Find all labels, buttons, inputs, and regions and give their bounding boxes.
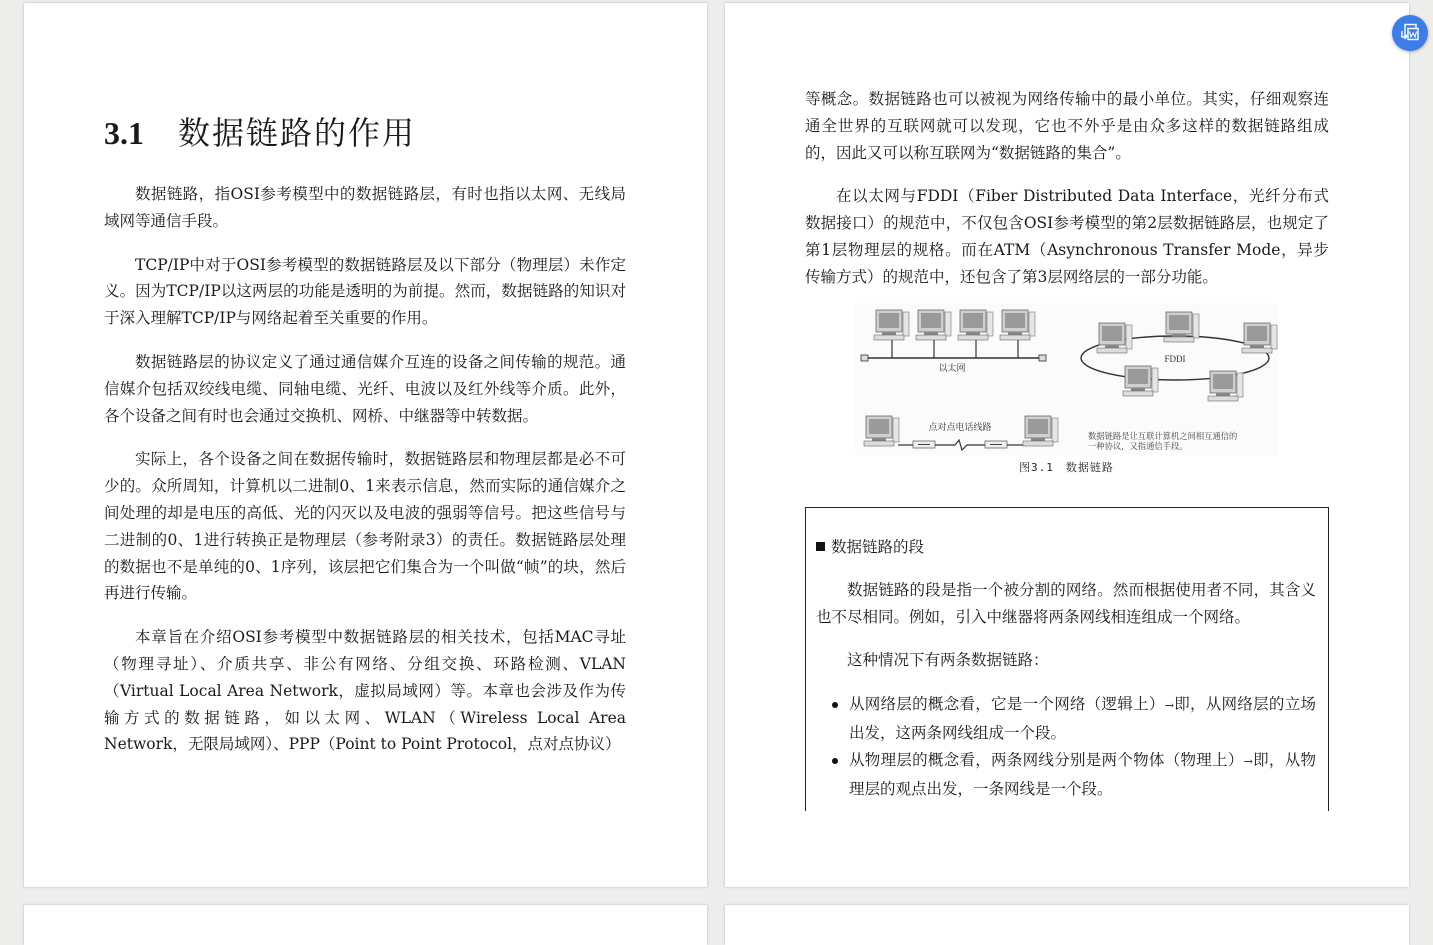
square-bullet-icon bbox=[816, 542, 825, 551]
network-diagram-icon bbox=[855, 303, 1278, 455]
box-paragraph: 这种情况下有两条数据链路： bbox=[847, 651, 1049, 670]
svg-text:一种协议，又指通信手段。: 一种协议，又指通信手段。 bbox=[1088, 441, 1188, 451]
section-number: 3.1 bbox=[104, 115, 144, 151]
svg-text:以太网: 以太网 bbox=[938, 364, 966, 374]
section-title bbox=[104, 108, 416, 158]
document-page-2 bbox=[725, 3, 1409, 887]
arrow-icon: → bbox=[1243, 754, 1253, 768]
box-paragraph: 数据链路的段是指一个被分割的网络。然而根据使用者不同，其含义也不尽相同。例如，引入中继器将两条网线相连组成一个网络。 bbox=[816, 580, 1316, 626]
svg-text:点对点电话线路: 点对点电话线路 bbox=[928, 423, 992, 433]
section-heading-text: 数据链路的作用 bbox=[178, 114, 417, 152]
svg-text:数据链路是让互联计算机之间相互通信的: 数据链路是让互联计算机之间相互通信的 bbox=[1088, 431, 1238, 441]
paragraph: 数据链路层的协议定义了通过通信媒介互连的设备之间传输的规范。通信媒介包括双绞线电缆、同轴电缆、光纤、电波以及红外线等介质。此外，各个设备之间有时也会通过交换机、网桥、中继器等中转数据。 bbox=[104, 352, 626, 425]
list-item: 从物理层的概念看，两条网线分别是两个物体（物理上）→即，从物理层的观点出发，一条网线是一个段。 bbox=[849, 747, 1316, 803]
paragraph: 数据链路，指OSI参考模型中的数据链路层，有时也指以太网、无线局域网等通信手段。 bbox=[104, 185, 626, 230]
paragraph: 本章旨在介绍OSI参考模型中数据链路层的相关技术，包括MAC寻址（物理寻址）、介质共享、非公有网络、分组交换、环路检测、VLAN（Virtual Local Area Network，虚拟局域网）等。本章也会涉及作为传输方式的数据链路，如以太网、WLAN（Wireless Local Area Network，无限局域网）、PPP（Point to Point Protocol，点对点协议） bbox=[104, 628, 626, 754]
paragraph: 等概念。数据链路也可以被视为网络传输中的最小单位。其实，仔细观察连通全世界的互联网就可以发现，它也不外乎是由众多这样的数据链路组成的，因此又可以称互联网为“数据链路的集合”。 bbox=[805, 90, 1329, 162]
convert-to-word-button[interactable] bbox=[1392, 15, 1428, 51]
paragraph: 实际上，各个设备之间在数据传输时，数据链路层和物理层都是必不可少的。众所周知，计算机以二进制0、1来表示信息，然而实际的通信媒介之间处理的却是电压的高低、光的闪灭以及电波的强弱等信号。把这些信号与二进制的0、1进行转换正是物理层（参考附录3）的责任。数据链路层处理的数据也不是单纯的0、1序列，该层把它们集合为一个叫做“帧”的块，然后再进行传输。 bbox=[104, 450, 626, 603]
arrow-icon: → bbox=[1164, 699, 1174, 713]
box-bullet-list bbox=[816, 691, 1316, 802]
paragraph: 在以太网与FDDI（Fiber Distributed Data Interface，光纤分布式数据接口）的规范中，不仅包含OSI参考模型的第2层数据链路层，也规定了第1层物理层的规格。而在ATM（Asynchronous Transfer Mode，异步传输方式）的规范中，还包含了第3层网络层的一部分功能。 bbox=[805, 187, 1329, 286]
svg-text:FDDI: FDDI bbox=[1164, 354, 1186, 364]
document-page-3 bbox=[24, 905, 707, 945]
page2-body bbox=[805, 86, 1329, 308]
data-link-figure bbox=[855, 303, 1278, 455]
page1-body bbox=[104, 181, 626, 775]
figure-caption: 图3.1 数据链路 bbox=[1019, 461, 1114, 474]
sidebar-box-data-link-segment bbox=[805, 507, 1329, 811]
paragraph: TCP/IP中对于OSI参考模型的数据链路层及以下部分（物理层）未作定义。因为TCP/IP以这两层的功能是透明的为前提。然而，数据链路的知识对于深入理解TCP/IP与网络起着至关重要的作用。 bbox=[104, 255, 626, 328]
box-heading: 数据链路的段 bbox=[816, 534, 1316, 561]
document-page-1 bbox=[24, 3, 707, 887]
convert-to-word-icon bbox=[1400, 23, 1420, 43]
document-page-4 bbox=[725, 905, 1409, 945]
list-item: 从网络层的概念看，它是一个网络（逻辑上）→即，从网络层的立场出发，这两条网线组成一个段。 bbox=[849, 691, 1316, 747]
